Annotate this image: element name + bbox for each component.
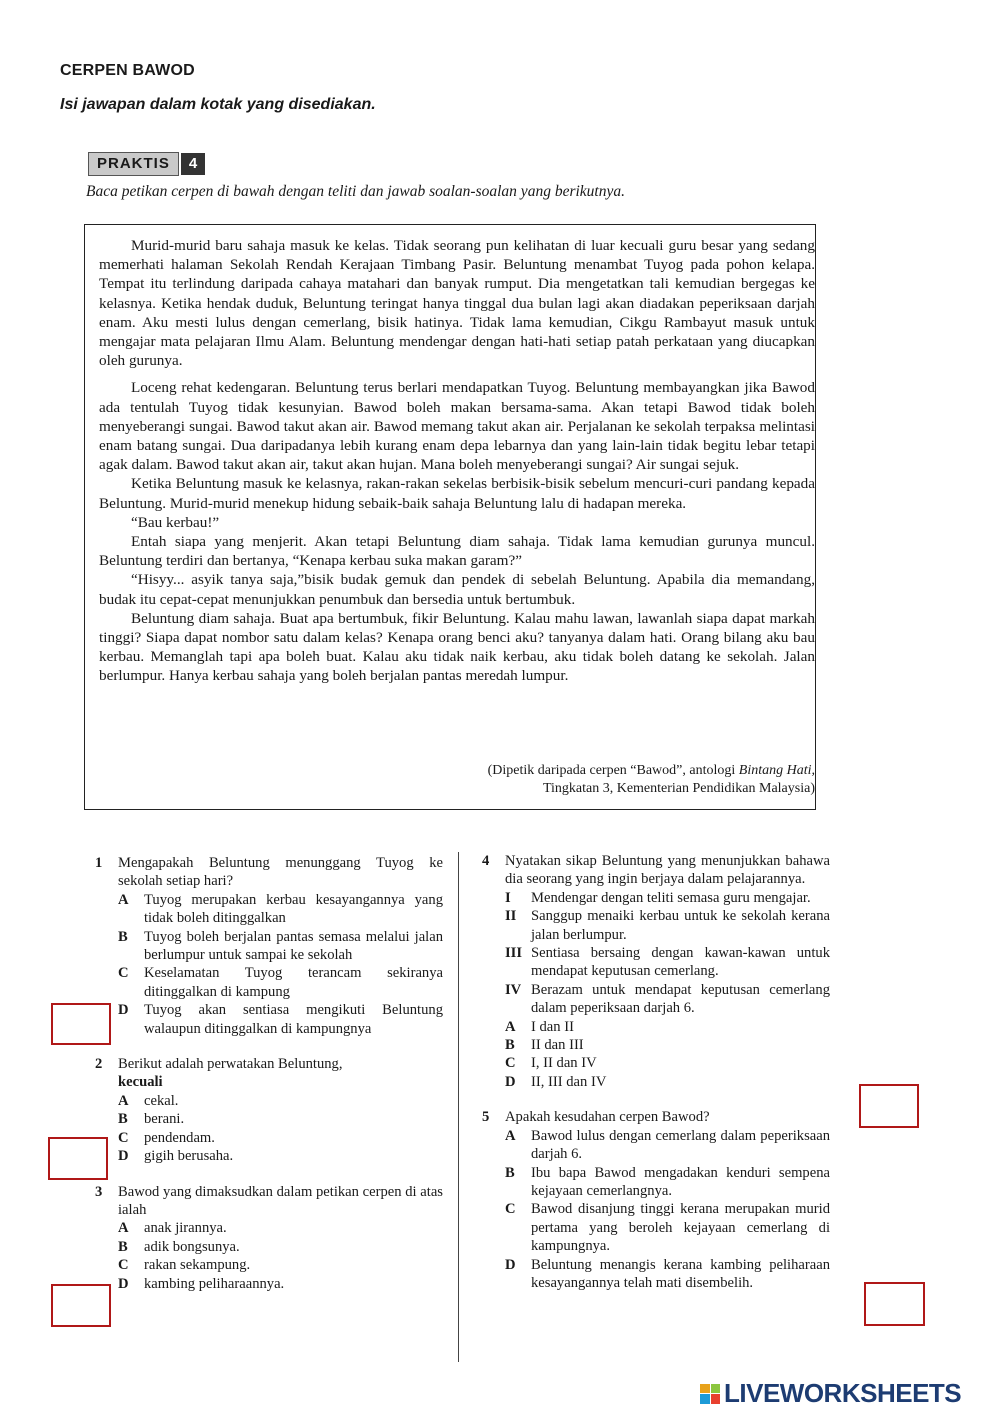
question-text: Nyatakan sikap Beluntung yang menunjukkan bahawa dia seorang yang ingin berjaya dalam pelajarannya.	[505, 853, 830, 888]
question-text: Apakah kesudahan cerpen Bawod?	[505, 1109, 710, 1126]
passage-paragraph: Loceng rehat kedengaran. Beluntung terus berlari mendapatkan Tuyog. Beluntung membayangkan jika Bawod ada tentulah Tuyog tidak kesunyian. Bawod boleh makan bersama-sama. Akan tetapi Bawod tidak boleh menyeberangi sungai. Bawod takut akan air. Bawod memang takut akan air. Perjalanan ke sekolah terpaksa melintasi enam batang sungai. Dua daripadanya lebih kurang enam depa lebarnya dan yang lain-lain tidak begitu lebar tetapi agak dalam. Bawod takut akan air, takut akan hujan. Mana boleh menyeberangi sungai? Air sungai sejuk.	[99, 379, 815, 474]
option-letter: B	[118, 1111, 128, 1128]
option-letter: D	[505, 1256, 516, 1273]
column-divider	[458, 852, 459, 1362]
statement-text: Sentiasa bersaing dengan kawan-kawan untuk mendapat keputusan cemerlang.	[531, 945, 830, 980]
option-text: I dan II	[531, 1018, 574, 1035]
option-letter: A	[505, 1018, 516, 1035]
statement-numeral: III	[505, 945, 523, 962]
source-book-title: Bintang Hati,	[738, 763, 815, 778]
answer-box-q4[interactable]	[859, 1084, 919, 1128]
option	[95, 1092, 443, 1110]
option	[95, 1110, 443, 1128]
question-number: 3	[95, 1183, 103, 1200]
question-text: Berikut adalah perwatakan Beluntung,	[118, 1056, 343, 1073]
statement-text: Mendengar dengan teliti semasa guru mengajar.	[531, 889, 811, 906]
praktis-badge	[88, 152, 205, 176]
questions-left-column	[95, 854, 443, 1293]
option-letter: C	[118, 1257, 129, 1274]
option	[95, 1238, 443, 1256]
question-emphasis: kecuali	[118, 1074, 163, 1091]
question-2	[95, 1055, 443, 1092]
brand-text: LIVEWORKSHEETS	[724, 1378, 962, 1408]
statement-numeral: I	[505, 889, 511, 906]
option	[95, 891, 443, 928]
praktis-number: 4	[181, 153, 205, 175]
option	[95, 1219, 443, 1237]
answer-box-q3[interactable]	[51, 1284, 111, 1327]
question-1	[95, 854, 443, 891]
question-number: 1	[95, 855, 103, 871]
option	[95, 1256, 443, 1274]
questions-right-column	[482, 852, 830, 1292]
option-letter: D	[118, 1148, 129, 1165]
option-letter: A	[118, 891, 129, 908]
option-text: II dan III	[531, 1037, 584, 1054]
source-line: (Dipetik daripada cerpen “Bawod”, antologi	[487, 763, 739, 778]
option-text: kambing peliharaannya.	[144, 1275, 285, 1292]
option-letter: C	[118, 965, 129, 982]
option-text: Bawod disanjung tinggi kerana merupakan murid pertama yang beroleh kejayaan cemerlang di kampungnya.	[531, 1201, 830, 1255]
passage-paragraph: “Bau kerbau!”	[131, 513, 220, 531]
option-letter: C	[505, 1201, 516, 1218]
passage-paragraph: “Hisyy... asyik tanya saja,”bisik budak gemuk dan pendek di sebelah Beluntung. Apabila dia memandang, budak itu cepat-cepat menunjukkan penumbuk dan bersedia untuk bertumbuk.	[99, 571, 815, 608]
statement-text: Sanggup menaiki kerbau untuk ke sekolah kerana jalan berlumpur.	[531, 908, 830, 943]
option-letter: D	[118, 1275, 129, 1292]
option-letter: B	[118, 928, 128, 945]
statement	[482, 944, 830, 981]
statement-text: Berazam untuk mendapat keputusan cemerlang dalam peperiksaan darjah 6.	[531, 981, 830, 1017]
option-text: Bawod lulus dengan cemerlang dalam peperiksaan darjah 6.	[531, 1127, 830, 1163]
option-text: rakan sekampung.	[144, 1257, 251, 1274]
liveworksheets-brand	[700, 1378, 961, 1409]
option	[95, 964, 443, 1001]
option-text: adik bongsunya.	[144, 1238, 240, 1255]
option	[482, 1256, 830, 1293]
option-letter: B	[118, 1238, 128, 1255]
option-text: I, II dan IV	[531, 1055, 597, 1072]
option	[95, 1001, 443, 1038]
answer-box-q1[interactable]	[51, 1003, 111, 1045]
passage-paragraph: Ketika Beluntung masuk ke kelasnya, rakan-rakan sekelas berbisik-bisik sebelum mencuri-curi pandang kepada Beluntung. Murid-murid menekup hidung sebaik-baik sahaja Beluntung lalu di hadapan mereka.	[99, 475, 815, 512]
statement-numeral: IV	[505, 981, 522, 998]
option	[482, 1018, 830, 1036]
option	[482, 1127, 830, 1164]
option-text: gigih berusaha.	[144, 1148, 234, 1165]
option-letter: D	[118, 1002, 129, 1019]
option-text: Keselamatan Tuyog terancam sekiranya ditinggalkan di kampung	[144, 965, 443, 1000]
option	[482, 1073, 830, 1091]
option	[95, 1275, 443, 1293]
option-text: Beluntung menangis kerana kambing peliharaan kesayangannya telah mati disembelih.	[531, 1256, 830, 1291]
source-line: Tingkatan 3, Kementerian Pendidikan Malaysia)	[542, 781, 815, 796]
option	[95, 1129, 443, 1147]
option	[482, 1200, 830, 1255]
option-text: cekal.	[144, 1092, 179, 1109]
option-text: anak jirannya.	[144, 1220, 227, 1237]
option-letter: A	[118, 1220, 129, 1237]
question-text: Mengapakah Beluntung menunggang Tuyog ke sekolah setiap hari?	[118, 855, 443, 890]
question-3	[95, 1183, 443, 1220]
option-letter: C	[118, 1129, 129, 1146]
option	[482, 1054, 830, 1072]
question-number: 5	[482, 1109, 490, 1126]
option-letter: B	[505, 1037, 515, 1054]
option-text: pendendam.	[144, 1129, 215, 1146]
option-text: Tuyog boleh berjalan pantas semasa melalui jalan berlumpur untuk sampai ke sekolah	[144, 928, 443, 964]
liveworksheets-logo-icon	[700, 1384, 720, 1404]
question-text: Bawod yang dimaksudkan dalam petikan cerpen di atas ialah	[118, 1183, 443, 1218]
worksheet-instruction: Isi jawapan dalam kotak yang disediakan.	[60, 96, 376, 113]
question-number: 4	[482, 853, 490, 869]
question-number: 2	[95, 1056, 103, 1073]
praktis-label: PRAKTIS	[88, 152, 179, 176]
question-4	[482, 852, 830, 889]
statement	[482, 981, 830, 1018]
option	[482, 1164, 830, 1201]
option-text: berani.	[144, 1111, 185, 1128]
question-5	[482, 1108, 830, 1126]
passage-paragraph: Beluntung diam sahaja. Buat apa bertumbuk, fikir Beluntung. Kalau mahu lawan, lawanlah siapa dapat markah tinggi? Siapa dapat nombor satu dalam kelas? Kenapa orang benci aku? tanyanya dalam hati. Orang bilang aku bau kerbau. Memanglah tapi apa boleh buat. Kalau aku tidak naik kerbau, aku tidak boleh datang ke sekolah. Jalan berlumpur. Hanya kerbau sahaja yang boleh berjalan pantas meredah lumpur.	[99, 609, 815, 685]
option-letter: C	[505, 1055, 516, 1072]
passage-text	[99, 236, 815, 686]
passage-paragraph: Murid-murid baru sahaja masuk ke kelas. Tidak seorang pun kelihatan di luar kecuali guru besar yang sedang memerhati halaman Sekolah Rendah Kerajaan Timbang Pasir. Beluntung menambat Tuyog pada pohon kelapa. Tempat itu terlindung daripada cahaya matahari dan banyak rumput. Dia mengetatkan tali kemudian bergegas ke kelasnya. Ketika hendak duduk, Beluntung teringat hanya tinggal dua bulan lagi akan diadakan peperiksaan darjah enam. Aku mesti lulus dengan cemerlang, bisik hatinya. Tidak lama kemudian, Cikgu Rambayut masuk untuk mengajar mata pelajaran Ilmu Alam. Beluntung mendengar dengan hati-hati setiap patah perkataan yang diucapkan oleh gurunya.	[99, 237, 815, 370]
statement-numeral: II	[505, 908, 517, 925]
statement	[482, 907, 830, 944]
option-letter: A	[505, 1127, 516, 1144]
option-letter: B	[505, 1164, 515, 1181]
option-text: Tuyog merupakan kerbau kesayangannya yang tidak boleh ditinggalkan	[144, 891, 443, 927]
reading-intro: Baca petikan cerpen di bawah dengan teliti dan jawab soalan-soalan yang berikutnya.	[86, 183, 625, 200]
option	[95, 928, 443, 965]
option-text: Tuyog akan sentiasa mengikuti Beluntung walaupun ditinggalkan di kampungnya	[144, 1002, 443, 1037]
answer-box-q2[interactable]	[48, 1137, 108, 1180]
option-letter: D	[505, 1073, 516, 1090]
option	[95, 1147, 443, 1165]
passage-source	[380, 762, 815, 798]
option-letter: A	[118, 1092, 129, 1109]
option-text: Ibu bapa Bawod mengadakan kenduri sempena kejayaan cemerlangnya.	[531, 1164, 830, 1199]
option	[482, 1036, 830, 1054]
passage-paragraph: Entah siapa yang menjerit. Akan tetapi Beluntung diam sahaja. Tidak lama kemudian gurunya muncul. Beluntung terdiri dan bertanya, “Kenapa kerbau suka makan garam?”	[99, 533, 815, 570]
answer-box-q5[interactable]	[864, 1282, 925, 1326]
option-text: II, III dan IV	[531, 1073, 607, 1090]
statement	[482, 889, 830, 907]
worksheet-title: CERPEN BAWOD	[60, 62, 195, 79]
